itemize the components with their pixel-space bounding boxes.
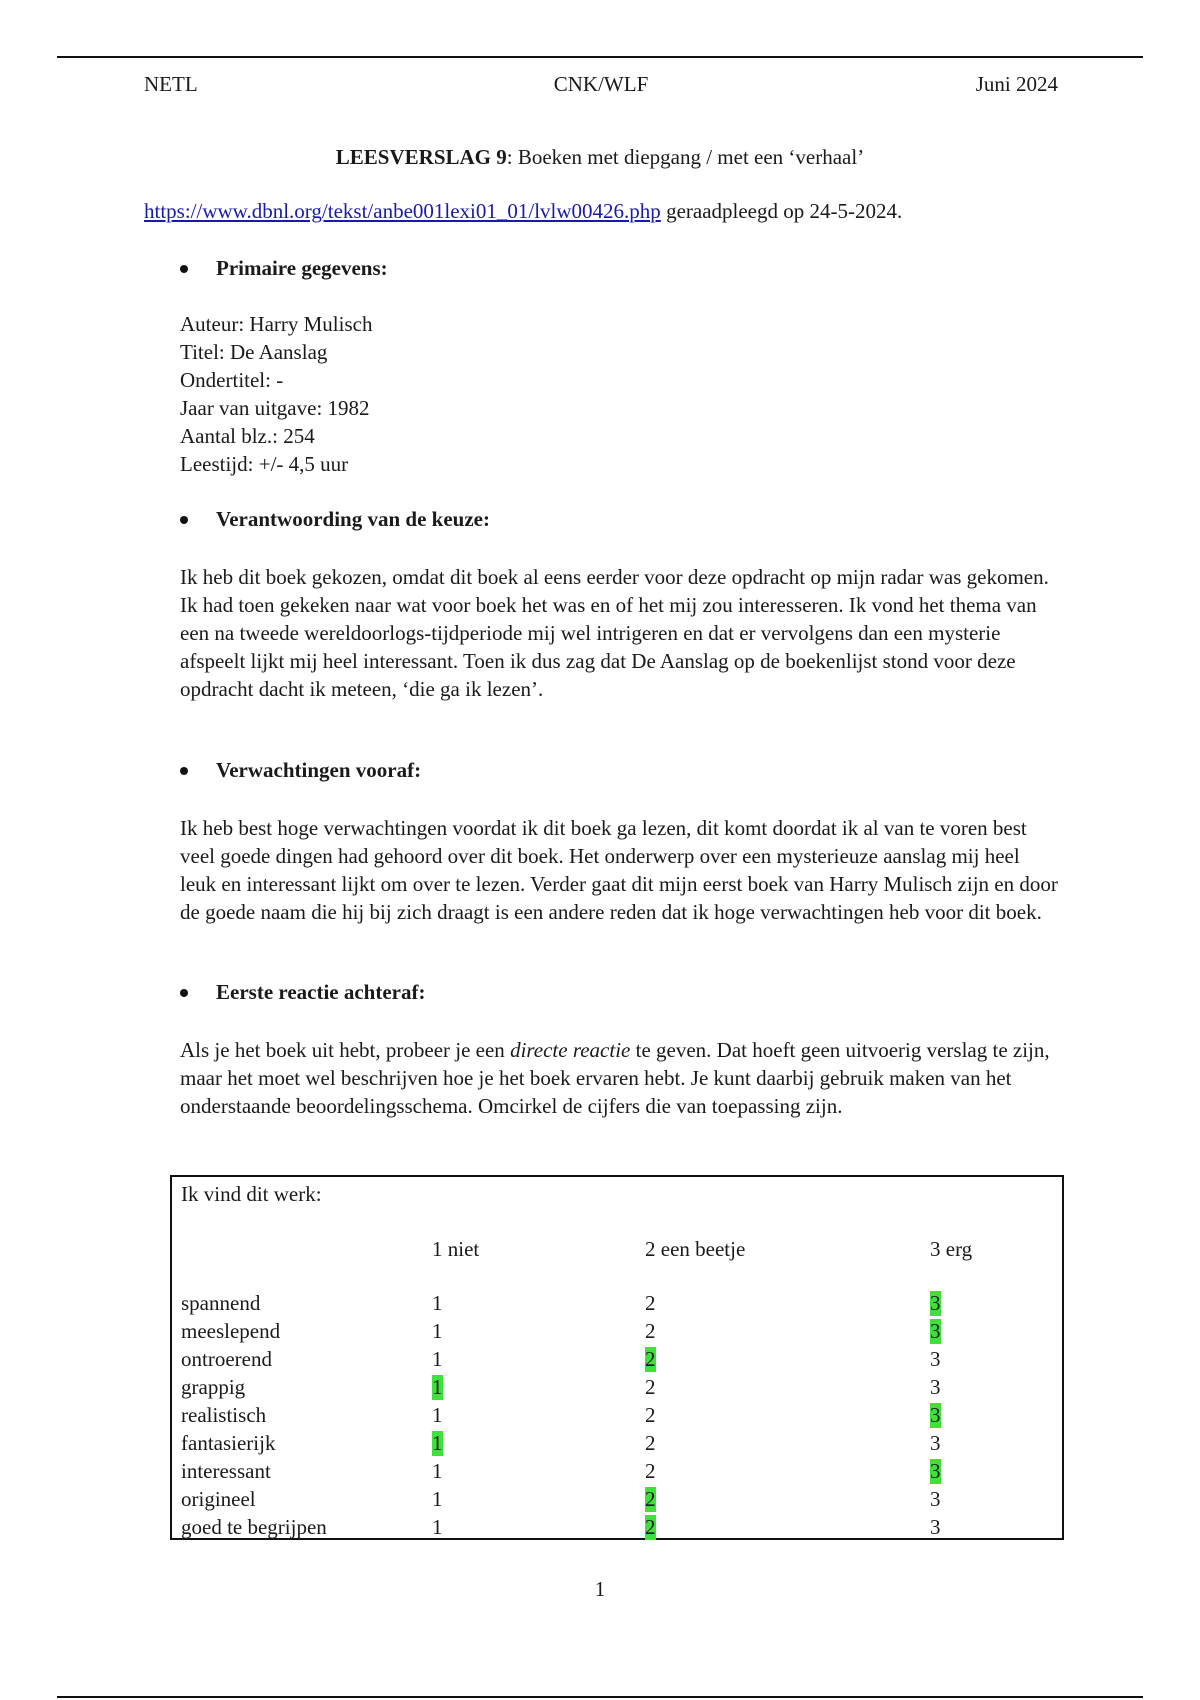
top-rule bbox=[57, 56, 1143, 58]
title-rest: : Boeken met diepgang / met een ‘verhaal’ bbox=[506, 145, 865, 169]
info-year: Jaar van uitgave: 1982 bbox=[180, 396, 370, 420]
section-heading-primary: Primaire gegevens: bbox=[180, 256, 388, 281]
rating-row-label: interessant bbox=[181, 1459, 271, 1483]
rating-value[interactable]: 3 bbox=[930, 1375, 941, 1399]
rating-value[interactable]: 1 bbox=[432, 1291, 443, 1315]
rating-value[interactable]: 2 bbox=[645, 1431, 656, 1455]
rating-value-selected[interactable]: 3 bbox=[930, 1459, 941, 1483]
rating-value-selected[interactable]: 2 bbox=[645, 1487, 656, 1511]
section-heading-expectations: Verwachtingen vooraf: bbox=[180, 758, 421, 783]
rating-value[interactable]: 1 bbox=[432, 1459, 443, 1483]
rating-value-selected[interactable]: 1 bbox=[432, 1431, 443, 1455]
info-subtitle: Ondertitel: - bbox=[180, 368, 284, 392]
rating-value-selected[interactable]: 3 bbox=[930, 1403, 941, 1427]
rating-value[interactable]: 1 bbox=[432, 1403, 443, 1427]
rating-value-selected[interactable]: 3 bbox=[930, 1319, 941, 1343]
choice-text: Ik heb dit boek gekozen, omdat dit boek al eens eerder voor deze opdracht op mijn radar was gekomen. Ik had toen gekeken naar wat voor boek het was en of het mij zou interesseren. Ik vond het thema van een na tweede wereldoorlogs-tijdperiode mij wel intrigeren en dat er vervolgens dan een mysterie afspeelt lijkt mij heel interessant. Toen ik dus zag dat De Aanslag op de boekenlijst stond voor deze opdracht dacht ik meteen, ‘die ga ik lezen’. bbox=[180, 565, 1049, 701]
primary-info bbox=[180, 310, 1060, 478]
rating-value[interactable]: 1 bbox=[432, 1319, 443, 1343]
document-title bbox=[0, 145, 1200, 170]
info-title: Titel: De Aanslag bbox=[180, 340, 328, 364]
header-left: NETL bbox=[144, 72, 198, 96]
rating-row-label: goed te begrijpen bbox=[181, 1515, 327, 1539]
rating-value-selected[interactable]: 3 bbox=[930, 1291, 941, 1315]
title-bold: LEESVERSLAG 9 bbox=[335, 145, 507, 169]
rating-value[interactable]: 2 bbox=[645, 1375, 656, 1399]
rating-value[interactable]: 3 bbox=[930, 1431, 941, 1455]
bullet-icon bbox=[180, 989, 188, 997]
page-header bbox=[144, 72, 1058, 102]
header-center: CNK/WLF bbox=[553, 72, 649, 96]
rating-value[interactable]: 3 bbox=[930, 1515, 941, 1539]
bottom-rule bbox=[57, 1696, 1143, 1698]
info-pages: Aantal blz.: 254 bbox=[180, 424, 315, 448]
rating-value-selected[interactable]: 2 bbox=[645, 1347, 656, 1371]
rating-row-label: ontroerend bbox=[181, 1347, 272, 1371]
rating-table bbox=[170, 1175, 1064, 1540]
rating-value[interactable]: 1 bbox=[432, 1347, 443, 1371]
rating-value[interactable]: 2 bbox=[645, 1319, 656, 1343]
header-right: Juni 2024 bbox=[975, 72, 1058, 96]
rating-row-label: fantasierijk bbox=[181, 1431, 276, 1455]
column-header-een-beetje: 2 een beetje bbox=[645, 1237, 746, 1261]
reaction-text: Als je het boek uit hebt, probeer je een directe reactie te geven. Dat hoeft geen uitvoerig verslag te zijn, maar het moet wel beschrijven hoe je het boek ervaren hebt. Je kunt daarbij gebruik maken van het onderstaande beoordelingsschema. Omcirkel de cijfers die van toepassing zijn. bbox=[180, 1038, 1050, 1118]
rating-value[interactable]: 3 bbox=[930, 1487, 941, 1511]
source-link[interactable]: https://www.dbnl.org/tekst/anbe001lexi01_01/lvlw00426.php bbox=[144, 199, 661, 223]
info-author: Auteur: Harry Mulisch bbox=[180, 312, 373, 336]
rating-value[interactable]: 2 bbox=[645, 1459, 656, 1483]
rating-row-label: grappig bbox=[181, 1375, 246, 1399]
source-line bbox=[144, 199, 902, 224]
page-number: 1 bbox=[594, 1577, 606, 1601]
section-heading-reaction: Eerste reactie achteraf: bbox=[180, 980, 426, 1005]
rating-value-selected[interactable]: 2 bbox=[645, 1515, 656, 1539]
column-header-erg: 3 erg bbox=[930, 1237, 973, 1261]
expectations-text: Ik heb best hoge verwachtingen voordat ik dit boek ga lezen, dit komt doordat ik al van te voren best veel goede dingen had gehoord over dit boek. Het onderwerp over een mysterieuze aanslag mij heel leuk en interessant lijkt om over te lezen. Verder gaat dit mijn eerst boek van Harry Mulisch zijn en door de goede naam die hij bij zich draagt is een andere reden dat ik hoge verwachtingen heb voor dit boek. bbox=[180, 816, 1058, 924]
rating-value[interactable]: 3 bbox=[930, 1347, 941, 1371]
section-heading-choice: Verantwoording van de keuze: bbox=[180, 507, 490, 532]
reaction-italic: directe reactie bbox=[510, 1038, 631, 1062]
rating-value[interactable]: 2 bbox=[645, 1403, 656, 1427]
rating-value[interactable]: 2 bbox=[645, 1291, 656, 1315]
rating-value[interactable]: 1 bbox=[432, 1515, 443, 1539]
info-reading-time: Leestijd: +/- 4,5 uur bbox=[180, 452, 349, 476]
rating-value-selected[interactable]: 1 bbox=[432, 1375, 443, 1399]
column-header-niet: 1 niet bbox=[432, 1237, 480, 1261]
source-suffix: geraadpleegd op 24-5-2024. bbox=[660, 199, 903, 223]
rating-row-label: realistisch bbox=[181, 1403, 267, 1427]
bullet-icon bbox=[180, 516, 188, 524]
rating-value[interactable]: 1 bbox=[432, 1487, 443, 1511]
rating-row-label: spannend bbox=[181, 1291, 261, 1315]
rating-row-label: meeslepend bbox=[181, 1319, 281, 1343]
bullet-icon bbox=[180, 265, 188, 273]
rating-row-label: origineel bbox=[181, 1487, 256, 1511]
rating-intro: Ik vind dit werk: bbox=[181, 1182, 322, 1206]
bullet-icon bbox=[180, 767, 188, 775]
